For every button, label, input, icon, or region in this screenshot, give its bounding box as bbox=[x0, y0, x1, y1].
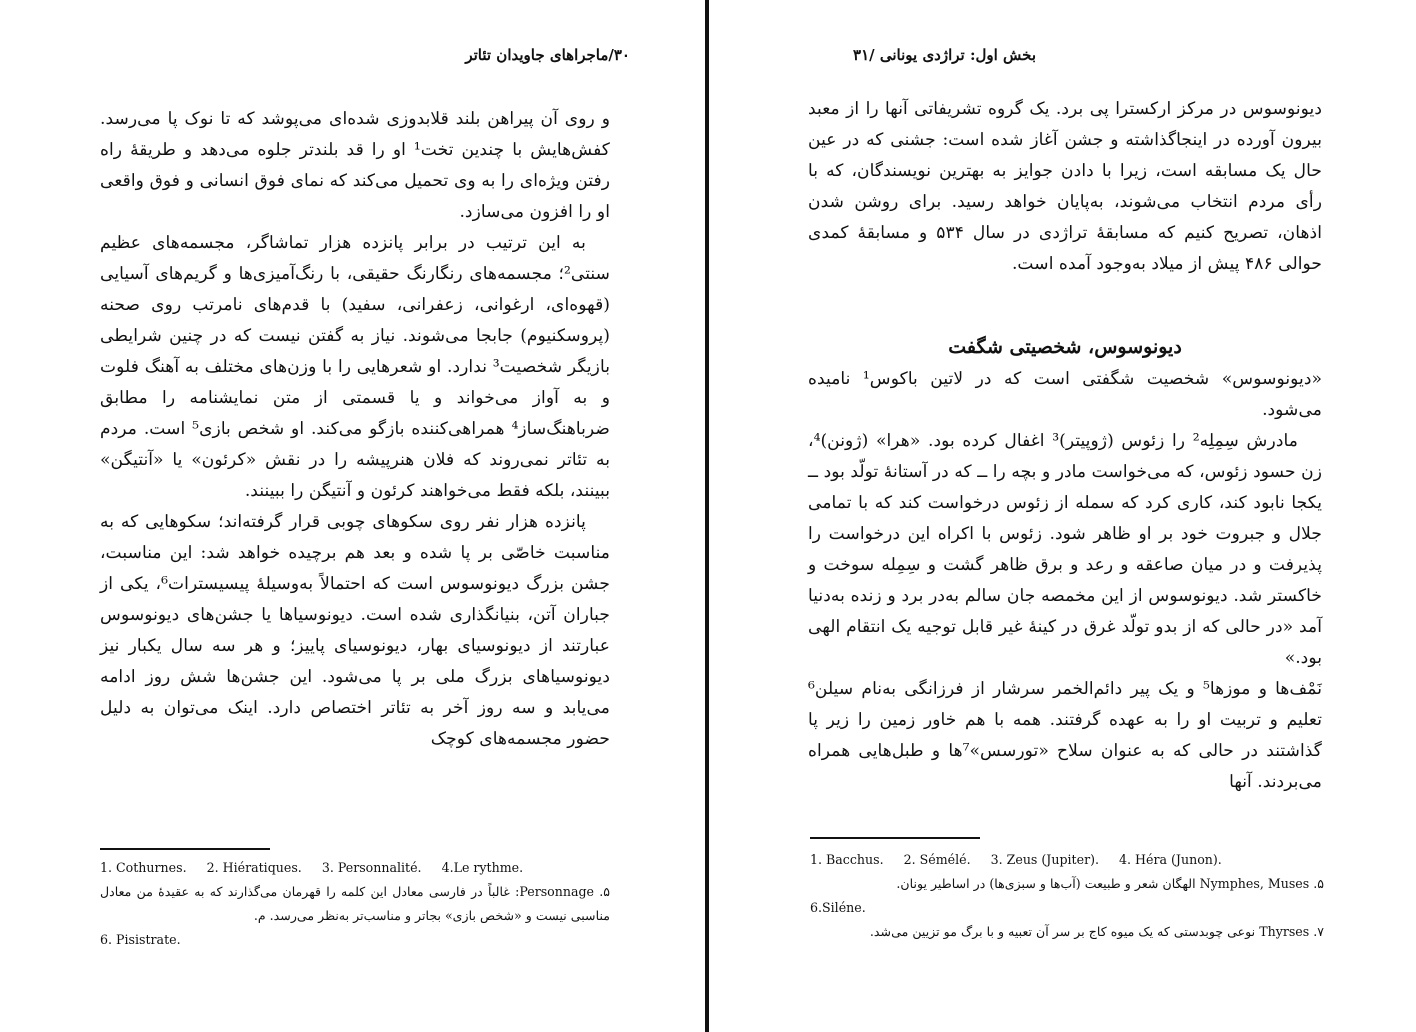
running-header-left: ۳۰/ماجراهای جاویدان تئاتر bbox=[465, 46, 630, 64]
footnote-7: ۷. Thyrses نوعی چوبدستی که یک میوه کاج بر سر آن تعبیه و با برگ مو تزیین می‌شد. bbox=[869, 924, 1324, 939]
intro-paragraph: دیونوسوس در مرکز ارکسترا پی برد. یک گروه تشریفاتی آنها را از معبد بیرون آورده در اینجاگذاشته و جشن آغاز شده است: جشنی که در عین حال یک مسابقه است، زیرا با دادن جوایز به بهترین نویسندگان، که با رأی مردم انتخاب می‌شوند، به‌پایان خواهد رسید. برای روشن شدن اذهان، تصریح کنیم که مسابقهٔ تراژدی در سال ۵۳۴ و مسابقهٔ کمدی حوالی ۴۸۶ پیش از میلاد به‌وجود آمده است. bbox=[808, 99, 1322, 274]
paragraph-1: «دیونوسوس» شخصیت شگفتی است که در لاتین باکوس¹ نامیده می‌شود. bbox=[808, 369, 1323, 420]
page-31 bbox=[710, 0, 1416, 1032]
running-header-right: بخش اول: تراژدی یونانی /۳۱ bbox=[853, 46, 1036, 64]
footnote-1: 1. Bacchus. bbox=[810, 852, 884, 867]
footnote-5: ۵. Nymphes, Muses الهگان شعر و طبیعت (آب‌ها و سبزی‌ها) در اساطیر یونان. bbox=[896, 876, 1324, 891]
footnote-row-1 bbox=[810, 848, 1324, 872]
paragraph-1: و روی آن پیراهن بلند قلابدوزی شده‌ای می‌پوشد که تا نوک پا می‌رسد. کفش‌هایش با چندین تخت¹ او را قد بلندتر جلوه می‌دهد و طریقهٔ راه رفتن ویژه‌ای را به وی تحمیل می‌کند که نمای فوق انسانی و فوق واقعی او را افزون می‌سازد. bbox=[100, 109, 610, 222]
footnote-4: 4.Le rythme. bbox=[441, 860, 524, 875]
footnote-row-1 bbox=[100, 856, 610, 880]
footnotes-right bbox=[810, 848, 1324, 944]
footnote-rule bbox=[100, 848, 270, 850]
footnote-rule bbox=[810, 837, 980, 839]
footnote-6: 6. Pisistrate. bbox=[100, 932, 181, 947]
footnote-6: 6.Siléne. bbox=[810, 900, 866, 915]
page-31-body bbox=[808, 94, 1322, 798]
section-title: دیونوسوس، شخصیتی شگفت bbox=[948, 336, 1182, 358]
footnote-4: 4. Héra (Junon). bbox=[1119, 852, 1222, 867]
footnote-3: 3. Personnalité. bbox=[321, 860, 422, 875]
paragraph-2: مادرش سِمِلِه² را زئوس (ژوپیتر)³ اغفال کرده بود. «هرا» (ژونن)⁴، زن حسود زئوس، که می‌خواست مادر و بچه را ــ که در آستانهٔ تولّد بود ــ یکجا نابود کند، کاری کرد که سمله از زئوس درخواست کند که با تمامی جلال و جبروت خود بر او ظاهر شود. زئوس با اکراه این درخواست را پذیرفت و در میان صاعقه و رعد و برق ظاهر گشت و سِمِله سوخت و خاکستر شد. دیونوسوس از این مخمصه جان سالم به‌در برد و زنده به‌دنیا آمد «در حالی که از بدو تولّد غرق در کینهٔ غیر قابل توجیه یک انتقام الهی بود.» bbox=[808, 431, 1322, 668]
footnote-3: 3. Zeus (Jupiter). bbox=[990, 852, 1100, 867]
paragraph-3: پانزده هزار نفر روی سکوهای چوبی قرار گرفته‌اند؛ سکوهایی که به مناسبت خاصّی بر پا شده و بعد هم برچیده خواهد شد: این مناسبت، جشن بزرگ دیونوسوس است که احتمالاً به‌وسیلهٔ پیسیسترات⁶، یکی از جباران آتن، بنیانگذاری شده است. دیونوسیاها یا جشن‌های دیونوسوس عبارتند از دیونوسیای بهار، دیونوسیای پاییز؛ و هر سه سال یکبار نیز دیونوسیاهای بزرگ ملی بر پا می‌شود. این جشن‌ها شش روز ادامه می‌یابد و سه روز آخر به تئاتر اختصاص دارد. اینک می‌توان به دلیل حضور مجسمه‌های کوچک bbox=[100, 512, 610, 749]
footnote-5: ۵. Personnage: غالباً در فارسی معادل این کلمه را قهرمان می‌گذارند که به عقیدهٔ من معادل مناسبی نیست و «شخص بازی» بجاتر و مناسب‌تر به‌نظر می‌رسد. م. bbox=[100, 884, 610, 923]
page-30 bbox=[0, 0, 706, 1032]
footnotes-left bbox=[100, 856, 610, 952]
paragraph-2: به این ترتیب در برابر پانزده هزار تماشاگر، مجسمه‌های عظیم سنتی²؛ مجسمه‌های رنگارنگ حقیقی، با رنگ‌آمیزی‌ها و گریم‌های آسیایی (قهوه‌ای، ارغوانی، زعفرانی، سفید) با قدم‌های نامرتب روی صحنه (پروسکنیوم) جابجا می‌شوند. نیاز به گفتن نیست که در چنین شرایطی بازیگر شخصیت³ ندارد. او شعرهایی را با وزن‌های مختلف به آهنگ فلوت و به آواز می‌خواند و یا قسمتی از متن نمایشنامه را مطابق ضرباهنگ‌ساز⁴ همراهی‌کننده بازگو می‌کند. او شخص بازی⁵ است. مردم به تئاتر نمی‌روند که فلان هنرپیشه را در نقش «کرئون» یا «آنتیگن» ببینند، بلکه فقط می‌خواهند کرئون و آنتیگن را ببینند. bbox=[100, 233, 610, 501]
footnote-2: 2. Sémélé. bbox=[903, 852, 971, 867]
footnote-2: 2. Hiératiques. bbox=[206, 860, 302, 875]
page-30-body bbox=[100, 104, 610, 755]
paragraph-3: نَمْف‌ها و موزها⁵ و یک پیر دائم‌الخمر سرشار از فرزانگی به‌نام سیلن⁶ تعلیم و تربیت او را به عهده گرفتند. همه با هم خاور زمین را زیر پا گذاشتند در حالی که به عنوان سلاح «تورسس»⁷ها و طبل‌هایی همراه می‌بردند. آنها bbox=[808, 679, 1322, 792]
footnote-1: 1. Cothurnes. bbox=[100, 860, 187, 875]
